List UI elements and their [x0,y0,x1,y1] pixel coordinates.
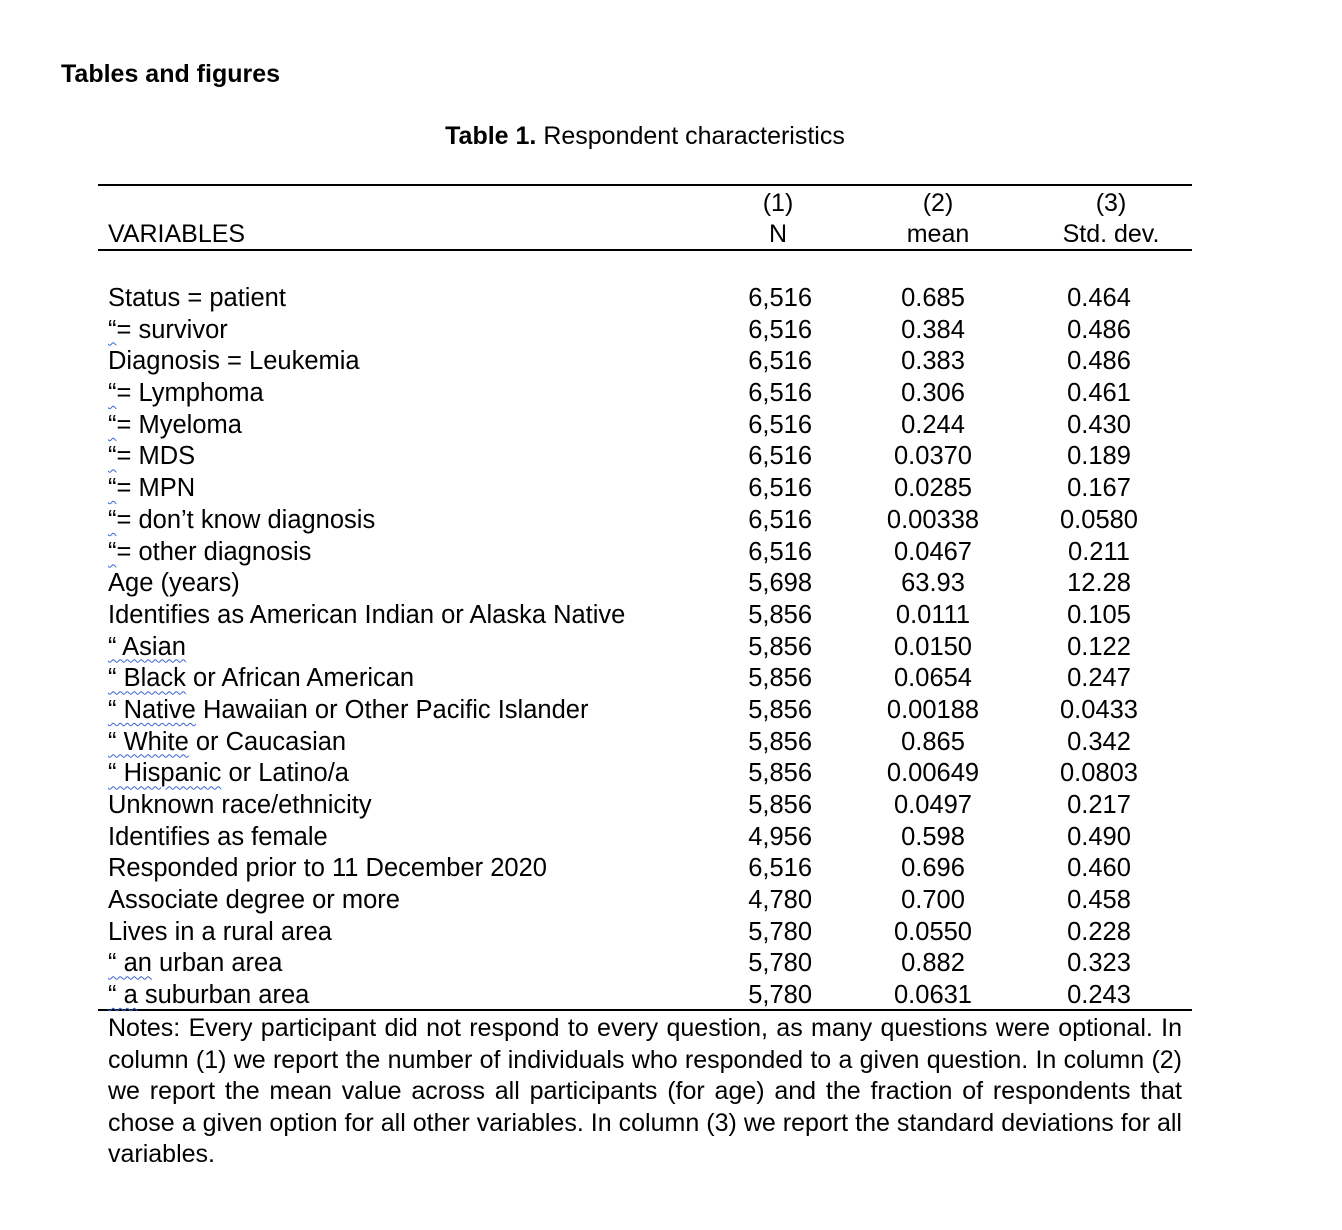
ditto-prefix: “ [108,410,117,439]
table-row [0,410,1342,442]
cell-sd: 0.486 [1067,315,1131,344]
row-label [108,600,625,632]
section-heading: Tables and figures [61,60,281,88]
column-number-2: (2) [922,189,954,217]
table-caption-label: Table 1. [445,122,537,150]
column-header-sd [1046,188,1176,250]
row-label-text: suburban area [137,981,310,1010]
ditto-prefix: “ [108,442,117,471]
table-header-rule [98,249,1192,251]
row-label [108,917,332,949]
table-row [0,853,1342,885]
ditto-prefix: “ Native [108,695,196,724]
cell-sd: 0.0803 [1060,759,1138,788]
cell-sd: 0.342 [1067,727,1131,756]
row-label-text: Age (years) [108,569,240,598]
cell-n: 5,780 [748,917,812,946]
cell-sd: 0.486 [1067,347,1131,376]
row-label [108,948,282,980]
row-label-text: = don’t know diagnosis [116,505,376,534]
cell-n: 5,856 [748,791,812,819]
row-label-text: Status = patient [108,284,286,312]
cell-n: 6,516 [748,284,812,312]
cell-mean: 0.0467 [894,537,972,566]
cell-mean: 0.685 [901,284,965,312]
table-row [0,600,1342,632]
cell-n: 6,516 [748,474,812,503]
row-label [108,822,328,854]
row-label [108,346,360,378]
cell-mean: 0.0150 [894,632,972,661]
table-row [0,695,1342,727]
row-label-text: = Lymphoma [116,379,264,408]
cell-n: 5,856 [748,759,812,788]
cell-n: 5,856 [748,600,812,629]
cell-mean: 0.0631 [894,981,972,1010]
cell-n: 5,698 [748,569,812,598]
cell-n: 5,780 [748,949,812,978]
table-row [0,505,1342,537]
cell-n: 4,956 [748,822,812,851]
ditto-prefix: “ [108,537,117,566]
cell-sd: 0.461 [1067,379,1131,408]
cell-n: 6,516 [748,505,812,534]
ditto-prefix: “ Asian [108,632,186,661]
table-caption [0,122,1290,151]
ditto-prefix: “ a [108,981,138,1010]
cell-sd: 0.430 [1067,410,1131,439]
cell-mean: 0.598 [901,822,965,851]
row-label [108,537,311,569]
row-label [108,663,414,695]
table-row [0,537,1342,569]
cell-n: 5,780 [748,981,812,1010]
ditto-prefix: “ [108,379,117,408]
cell-mean: 0.00188 [886,695,980,724]
row-label [108,695,588,727]
row-label-text: Hawaiian or Other Pacific Islander [195,695,589,724]
column-header-n [738,188,818,250]
row-label [108,505,375,537]
ditto-prefix: “ Hispanic [108,759,222,788]
row-label [108,758,349,790]
cell-sd: 0.460 [1067,854,1131,883]
ditto-prefix: “ [108,505,117,534]
cell-mean: 0.0654 [894,664,972,693]
row-label [108,632,186,664]
cell-sd: 0.323 [1067,949,1131,978]
cell-mean: 0.0370 [894,442,972,471]
row-label-text: Identifies as female [108,822,328,851]
table-row [0,885,1342,917]
cell-mean: 0.00649 [886,759,980,788]
cell-mean: 0.0550 [894,917,972,946]
row-label [108,473,195,505]
row-label [108,790,372,822]
row-label-text: urban area [151,949,283,978]
row-label-text: Unknown race/ethnicity [108,791,372,819]
column-header-variables: VARIABLES [108,220,246,248]
row-label [108,980,309,1012]
cell-sd: 0.458 [1067,886,1131,915]
row-label [108,315,228,347]
cell-n: 6,516 [748,442,812,471]
ditto-prefix: “ [108,474,117,503]
cell-mean: 0.383 [901,347,965,376]
table-row [0,315,1342,347]
cell-n: 6,516 [748,854,812,883]
cell-sd: 0.167 [1067,474,1131,503]
cell-mean: 0.0497 [894,791,972,819]
row-label [108,378,264,410]
row-label [108,885,400,917]
cell-sd: 0.211 [1068,537,1130,566]
cell-mean: 63.93 [901,569,965,598]
row-label-text: = other diagnosis [116,537,312,566]
cell-n: 6,516 [748,410,812,439]
ditto-prefix: “ [108,315,117,344]
cell-mean: 0.700 [901,886,965,915]
table-row [0,948,1342,980]
cell-sd: 0.0433 [1060,695,1138,724]
row-label-text: = survivor [116,315,228,344]
table-row [0,346,1342,378]
row-label-text: or Caucasian [188,727,347,756]
row-label [108,283,286,315]
cell-mean: 0.696 [901,854,965,883]
table-row [0,283,1342,315]
cell-sd: 0.105 [1067,600,1131,629]
cell-sd: 12.28 [1067,569,1131,598]
table-row [0,917,1342,949]
table-row [0,727,1342,759]
column-name-2: mean [906,220,970,248]
cell-sd: 0.122 [1067,632,1131,661]
row-label-text: = MDS [116,442,196,471]
row-label-text: Diagnosis = Leukemia [108,347,360,376]
column-name-3: Std. dev. [1062,220,1160,248]
table-row [0,822,1342,854]
row-label [108,727,346,759]
table-row [0,758,1342,790]
cell-mean: 0.244 [901,410,965,439]
cell-n: 6,516 [748,315,812,344]
cell-sd: 0.243 [1067,981,1131,1010]
column-number-1: (1) [762,189,794,217]
table-notes: Notes: Every participant did not respond to every question, as many questions were optional. In column (1) we report the number of individuals who responded to a given question. In column (2) we report the mean value across all participants (for age) and the fraction of respondents that chose a given option for all other variables. In column (3) we report the standard deviations for all variables. [108,1014,1182,1168]
cell-n: 6,516 [748,379,812,408]
row-label-text: Associate degree or more [108,886,400,915]
column-header-mean [888,188,988,250]
cell-mean: 0.865 [901,727,965,756]
cell-sd: 0.189 [1067,442,1131,471]
cell-n: 6,516 [748,347,812,376]
row-label [108,568,240,600]
cell-n: 5,856 [748,695,812,724]
table-row [0,441,1342,473]
table-top-rule [98,184,1192,186]
row-label-text: Responded prior to 11 December 2020 [108,854,547,883]
row-label [108,410,242,442]
row-label-text: or Latino/a [221,759,349,788]
cell-sd: 0.217 [1067,791,1131,819]
ditto-prefix: “ White [108,727,189,756]
table-row [0,632,1342,664]
cell-n: 5,856 [748,632,812,661]
row-label-text: Lives in a rural area [108,917,332,946]
table-row [0,663,1342,695]
table-row [0,980,1342,1012]
ditto-prefix: “ Black [108,664,186,693]
row-label [108,853,547,885]
cell-mean: 0.882 [901,949,965,978]
row-label-text: or African American [185,664,415,693]
ditto-prefix: “ an [108,949,152,978]
row-label-text: Identifies as American Indian or Alaska Native [108,600,626,629]
cell-sd: 0.464 [1067,284,1131,312]
table-caption-text: Respondent characteristics [536,122,845,150]
cell-sd: 0.247 [1067,664,1131,693]
cell-n: 6,516 [748,537,812,566]
cell-n: 5,856 [748,727,812,756]
table-row [0,790,1342,822]
column-number-3: (3) [1095,189,1127,217]
table-row [0,473,1342,505]
table-row [0,378,1342,410]
cell-sd: 0.490 [1067,822,1131,851]
cell-mean: 0.384 [901,315,965,344]
cell-mean: 0.306 [901,379,965,408]
cell-sd: 0.0580 [1060,505,1138,534]
cell-mean: 0.00338 [886,505,980,534]
table-body [0,283,1342,1012]
row-label-text: = MPN [116,474,196,503]
cell-sd: 0.228 [1067,917,1131,946]
row-label [108,441,195,473]
cell-mean: 0.0111 [895,600,971,629]
table-row [0,568,1342,600]
column-name-1: N [768,220,788,248]
cell-n: 5,856 [748,664,812,693]
cell-n: 4,780 [748,886,812,915]
row-label-text: = Myeloma [116,410,242,439]
cell-mean: 0.0285 [894,474,972,503]
